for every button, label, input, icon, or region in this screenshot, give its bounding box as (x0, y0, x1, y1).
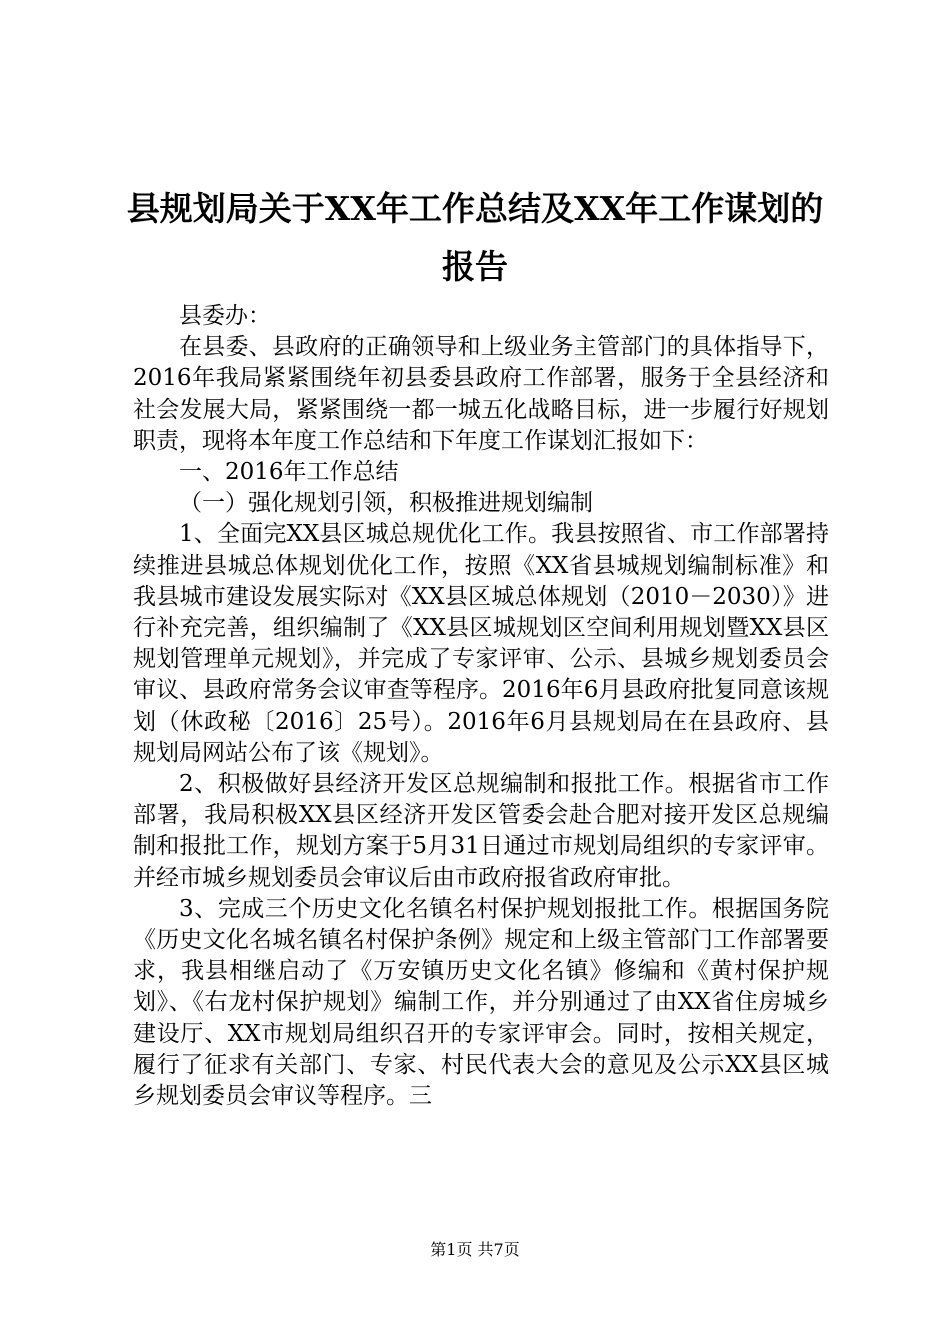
page-footer: 第1页 共7页 (430, 1240, 520, 1259)
body-paragraph-2: 2、积极做好县经济开发区总规编制和报批工作。根据省市工作部署，我局积极XX县区经济开发区管委会赴合肥对接开发区总规编制和报批工作，规划方案于5月31日通过市规划局组织的专家评审。并经市城乡规划委员会审议后由市政府报省政府审批。 (133, 771, 829, 891)
body-paragraph-3: 3、完成三个历史文化名镇名村保护规划报批工作。根据国务院《历史文化名城名镇名村保护条例》规定和上级主管部门工作部署要求，我县相继启动了《万安镇历史文化名镇》修编和《黄村保护规划》、《右龙村保护规划》编制工作，并分别通过了由XX省住房城乡建设厅、XX市规划局组织召开的专家评审会。同时，按相关规定，履行了征求有关部门、专家、村民代表大会的意见及公示XX县区城乡规划委员会审议等程序。三 (133, 895, 829, 1110)
section-heading: 一、2016年工作总结 (179, 459, 399, 486)
document-title: 县规划局关于XX年工作总结及XX年工作谋划的报告 (126, 189, 824, 286)
subsection-heading: （一）强化规划引领，积极推进规划编制 (179, 490, 593, 517)
salutation: 县委办： (179, 303, 271, 329)
intro-paragraph: 在县委、县政府的正确领导和上级业务主管部门的具体指导下，2016年我局紧紧围绕年初县委县政府工作部署，服务于全县经济和社会发展大局，紧紧围绕一都一城五化战略目标，进一步履行好规划职责，现将本年度工作总结和下年度工作谋划汇报如下： (133, 334, 829, 454)
document-body (133, 301, 829, 1112)
body-paragraph-1: 1、全面完XX县区城总规优化工作。我县按照省、市工作部署持续推进县城总体规划优化工作，按照《XX省县城规划编制标准》和我县城市建设发展实际对《XX县区城总体规划（2010－2030）》进行补充完善，组织编制了《XX县区城规划区空间利用规划暨XX县区规划管理单元规划》，并完成了专家评审、公示、县城乡规划委员会审议、县政府常务会议审查等程序。2016年6月县政府批复同意该规划（休政秘〔2016〕25号）。2016年6月县规划局在在县政府、县规划局网站公布了该《规划》。 (133, 521, 829, 766)
